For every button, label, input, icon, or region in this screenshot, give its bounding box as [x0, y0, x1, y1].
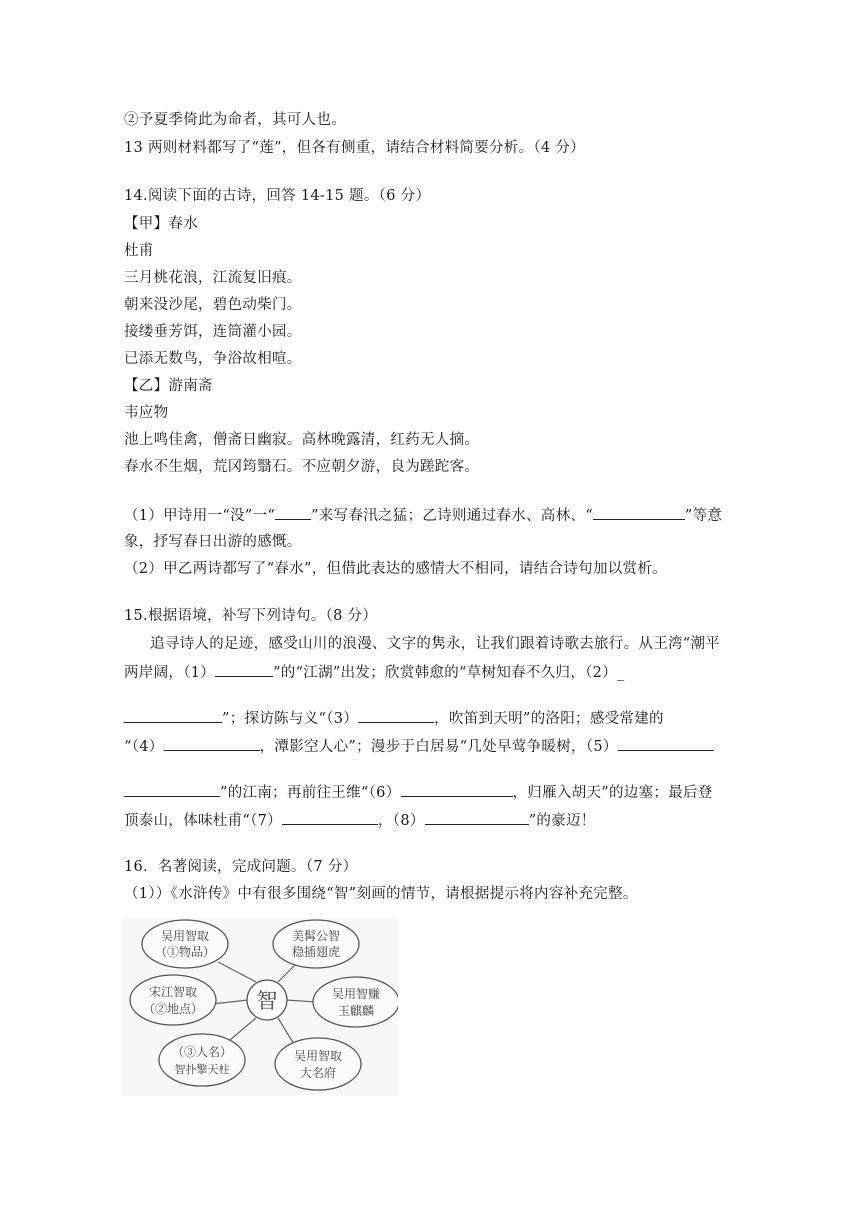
paragraph-text: ，（8） — [378, 813, 425, 829]
answer-blank[interactable] — [124, 782, 220, 797]
poem-yi-line: 春水不生烟，荒冈筠翳石。不应朝夕游，良为蹉跎客。 — [124, 459, 480, 475]
node-label: 吴用智取 — [293, 1049, 343, 1063]
poem-jia-line: 接缕垂芳饵，连筒灌小园。 — [124, 324, 302, 340]
answer-blank[interactable] — [358, 708, 434, 723]
poem-jia-author: 杜甫 — [124, 243, 154, 259]
node-label: 玉麒麟 — [337, 1004, 375, 1018]
node-label: 吴用智取 — [160, 929, 210, 943]
paragraph-text: ”的江南；再前往王维“（6） — [220, 785, 401, 801]
poem-yi-line: 池上鸣佳禽，僧斋日幽寂。高林晚露清，红药无人摘。 — [124, 432, 480, 448]
sub-question-1-cont: 象，抒写春日出游的感慨。 — [124, 534, 302, 550]
node-mid-right — [313, 977, 398, 1027]
answer-blank[interactable] — [425, 810, 529, 825]
answer-blank[interactable] — [275, 505, 311, 520]
poem-yi-title: 【乙】游南斋 — [124, 378, 213, 394]
paragraph-text: ，吹笛到天明”的洛阳；感受常建的 — [434, 711, 664, 727]
sub-question-1 — [124, 505, 722, 526]
question-15-heading: 15.根据语境，补写下列诗句。（8 分） — [124, 608, 378, 624]
answer-blank[interactable] — [618, 736, 714, 751]
material-line: ②予夏季倚此为命者，其可人也。 — [124, 112, 346, 128]
node-label: （③人名） — [171, 1045, 233, 1059]
poem-jia-title: 【甲】春水 — [124, 216, 198, 232]
question-14-heading: 14.阅读下面的古诗，回答 14-15 题。（6 分） — [124, 188, 431, 204]
sub-question-1-text: ”等意 — [684, 508, 723, 524]
poem-jia-line: 朝来没沙尾，碧色动柴门。 — [124, 297, 302, 313]
answer-blank[interactable] — [164, 736, 260, 751]
paragraph-line — [124, 782, 713, 803]
paragraph-line — [124, 736, 714, 757]
center-label: 智 — [256, 989, 278, 1013]
node-bot-left — [159, 1034, 245, 1086]
question-16-1: （1））《水浒传》中有很多围绕“智”刻画的情节，请根据提示将内容补充完整。 — [124, 886, 638, 902]
paragraph-text: “（4） — [124, 739, 164, 755]
node-label: （①物品） — [154, 945, 216, 959]
node-bot-right — [275, 1038, 361, 1090]
poem-jia-line: 三月桃花浪，江流复旧痕。 — [124, 270, 302, 286]
paragraph-line — [124, 708, 664, 729]
question-13: 13 两则材料都写了“莲”，但各有侧重，请结合材料简要分析。（4 分） — [124, 140, 585, 156]
node-label: 大名府 — [299, 1066, 337, 1080]
paragraph-text: 两岸阔，（1） — [124, 665, 216, 681]
node-label: 宋江智取 — [148, 985, 198, 999]
node-label: （②地点） — [142, 1002, 204, 1016]
sub-question-1-text: （1）甲诗用一“没”一“ — [124, 508, 276, 524]
paragraph-line — [124, 810, 596, 831]
sub-question-1-text: ”来写春汛之猛；乙诗则通过春水、高林、“ — [311, 508, 593, 524]
answer-blank[interactable] — [282, 810, 378, 825]
poem-jia-line: 已添无数鸟，争浴故相喧。 — [124, 351, 302, 367]
sub-question-2: （2）甲乙两诗都写了“春水”，但借此表达的感情大不相同，请结合诗句加以赏析。 — [124, 561, 667, 577]
paragraph-text: ，归雁入胡天”的边塞；最后登 — [512, 785, 713, 801]
answer-blank[interactable] — [215, 662, 273, 677]
paragraph-line: 追寻诗人的足迹，感受山川的浪漫、文字的隽永，让我们跟着诗歌去旅行。从王湾“潮平 — [150, 636, 721, 652]
paragraph-text: 顶泰山，体味杜甫“（7） — [124, 813, 282, 829]
paragraph-text: ”的豪迈！ — [528, 813, 596, 829]
node-label: 吴用智赚 — [331, 987, 381, 1001]
node-mid-left — [130, 975, 216, 1025]
node-label: 美髯公智 — [291, 929, 341, 943]
question-16-heading: 16．名著阅读，完成问题。（7 分） — [124, 859, 358, 875]
answer-blank[interactable] — [401, 782, 513, 797]
paragraph-line — [124, 662, 625, 683]
paragraph-text: ”的“江湖”出发；欣赏韩愈的“草树知春不久归，（2）_ — [273, 665, 625, 681]
node-label: 稳插翅虎 — [291, 945, 341, 959]
node-top-left — [142, 920, 228, 968]
answer-blank[interactable] — [593, 505, 685, 520]
node-top-right — [273, 920, 359, 968]
poem-yi-author: 韦应物 — [124, 405, 169, 421]
answer-blank[interactable] — [124, 708, 222, 723]
paragraph-text: ”；探访陈与义“（3） — [222, 711, 359, 727]
node-label: 智扑擎天柱 — [174, 1063, 230, 1076]
paragraph-text: ，潭影空人心”；漫步于白居易“几处早莺争暖树，（5） — [259, 739, 618, 755]
zhi-mind-map — [122, 918, 398, 1096]
